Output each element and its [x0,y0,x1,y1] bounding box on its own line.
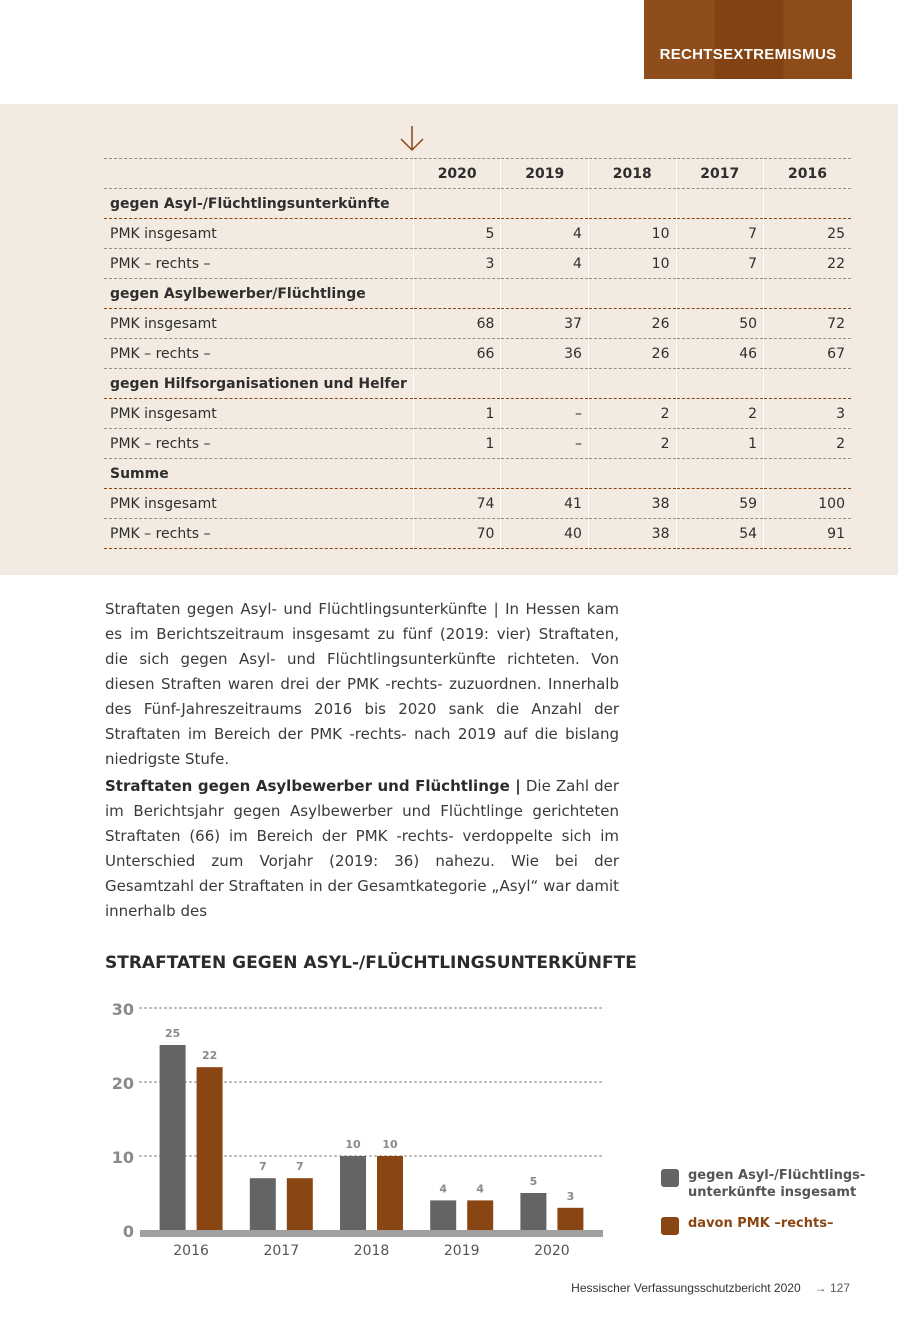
empty-cell [676,279,764,309]
y-tick-label: 30 [111,1000,134,1019]
paragraph-text: Straftaten gegen Asyl- und Flüchtlingsunterkünfte | In Hessen kam es im Berichtszeitraum insgesamt zu fünf (2019: vier) Straftaten, die sich gegen Asyl- und Flüchtlingsunterkünfte richteten. Von diesen Straften waren drei der PMK -rechts- zuzuordnen. Innerhalb des Fünf-Jahreszeitraums 2016 bis 2020 sank die Anzahl der Straftaten im Bereich der PMK -rechts- nach 2019 auf die bislang niedrigste Stufe. [105,600,619,768]
table-cell: 7 [676,219,764,249]
row-label: PMK – rechts – [104,429,413,459]
table-cell: 66 [413,339,501,369]
table-row [104,309,851,339]
table-cell: 1 [413,399,501,429]
legend-item-insgesamt [661,1167,865,1201]
x-tick-label: 2020 [534,1243,570,1259]
table-row [104,519,851,549]
chart-title: STRAFTATEN GEGEN ASYL-/FLÜCHTLINGSUNTERKÜNFTE [105,953,637,973]
bar [557,1208,583,1230]
empty-cell [588,279,676,309]
column-header: 2016 [764,159,851,189]
y-tick-label: 20 [111,1074,134,1093]
table-cell: – [501,399,589,429]
paragraph-unterkuenfte [105,597,619,772]
empty-cell [501,189,589,219]
table-cell: 67 [764,339,851,369]
table-group-row [104,369,851,399]
table-cell: 22 [764,249,851,279]
bar-value-label: 7 [295,1160,304,1174]
section-tab [644,0,852,79]
row-label: PMK – rechts – [104,339,413,369]
bar [160,1045,186,1230]
empty-cell [588,369,676,399]
x-tick-label: 2018 [353,1243,390,1259]
bar-value-label: 4 [439,1182,448,1196]
table-cell: 2 [676,399,764,429]
table-cell: 2 [764,429,851,459]
empty-cell [764,369,851,399]
table-cell: 3 [413,249,501,279]
empty-cell [676,369,764,399]
empty-cell [501,369,589,399]
table-cell: 1 [676,429,764,459]
column-header: 2020 [413,159,501,189]
table-cell: 26 [588,339,676,369]
y-tick-label: 10 [111,1148,134,1167]
table-row [104,399,851,429]
table-header-row [104,159,851,189]
table-cell: 4 [501,249,589,279]
empty-cell [676,459,764,489]
table-cell: 40 [501,519,589,549]
group-title: gegen Hilfsorganisationen und Helfer [104,369,413,399]
bar [197,1067,223,1230]
row-label: PMK insgesamt [104,489,413,519]
table-cell: 70 [413,519,501,549]
row-label: PMK insgesamt [104,399,413,429]
bar-value-label: 10 [382,1138,398,1151]
paragraph-asylbewerber [105,774,619,924]
empty-cell [413,279,501,309]
bar-value-label: 4 [476,1182,485,1196]
page-number-block: → 127 [814,1281,850,1295]
legend-swatch [661,1217,679,1235]
table-row [104,429,851,459]
bar [520,1193,546,1230]
empty-cell [413,459,501,489]
arrow-down-icon [398,124,426,154]
section-label: RECHTSEXTREMISMUS [659,46,837,63]
empty-cell [413,369,501,399]
table-cell: 54 [676,519,764,549]
paragraph-text: Die Zahl der im Berichtsjahr gegen Asylbewerber und Flüchtlinge gerichteten Straftaten (66) im Bereich der PMK -rechts- verdoppelte sich im Unterschied zum Vorjahr (2019: 36) nahezu. Wie bei der Gesamtzahl der Straftaten in der Gesamtkategorie „Asyl“ war damit innerhalb des [105,777,619,920]
table-cell: 10 [588,249,676,279]
empty-cell [501,279,589,309]
x-axis-baseline [140,1230,603,1237]
table-cell: – [501,429,589,459]
legend-swatch [661,1169,679,1187]
empty-cell [764,189,851,219]
page-footer [571,1281,850,1295]
table-cell: 26 [588,309,676,339]
group-title: Summe [104,459,413,489]
table-cell: 74 [413,489,501,519]
y-tick-label: 0 [122,1222,134,1241]
header-empty-cell [104,159,413,189]
group-title: gegen Asylbewerber/Flüchtlinge [104,279,413,309]
column-header: 2018 [588,159,676,189]
column-header: 2019 [501,159,589,189]
empty-cell [764,459,851,489]
bar [467,1200,493,1230]
table-cell: 72 [764,309,851,339]
bar-value-label: 10 [345,1138,361,1151]
row-label: PMK – rechts – [104,249,413,279]
legend-item-rechts [661,1215,833,1235]
table-cell: 91 [764,519,851,549]
page-number: 127 [829,1281,850,1295]
bar [287,1178,313,1230]
table-row [104,489,851,519]
bar [340,1156,366,1230]
x-tick-label: 2017 [263,1243,300,1259]
table-cell: 100 [764,489,851,519]
empty-cell [764,279,851,309]
row-label: PMK insgesamt [104,219,413,249]
table-cell: 50 [676,309,764,339]
publication-title: Hessischer Verfassungsschutzbericht 2020 [571,1281,801,1295]
row-label: PMK insgesamt [104,309,413,339]
table-cell: 5 [413,219,501,249]
table-row [104,219,851,249]
x-tick-label: 2016 [173,1243,209,1259]
table-group-row [104,189,851,219]
table-cell: 36 [501,339,589,369]
table-cell: 2 [588,399,676,429]
bar-value-label: 5 [529,1175,538,1188]
empty-cell [413,189,501,219]
empty-cell [501,459,589,489]
legend-label: davon PMK –rechts– [688,1216,834,1231]
bar-value-label: 22 [201,1049,218,1063]
table-cell: 41 [501,489,589,519]
empty-cell [676,189,764,219]
bar [250,1178,276,1230]
group-title: gegen Asyl-/Flüchtlingsunterkünfte [104,189,413,219]
table-row [104,339,851,369]
table-cell: 68 [413,309,501,339]
bar-value-label: 3 [566,1189,575,1203]
bar-value-label: 7 [258,1160,267,1174]
bar [430,1200,456,1230]
empty-cell [588,459,676,489]
bar-value-label: 25 [164,1027,181,1040]
legend-label: gegen Asyl-/Flüchtlings- unterkünfte insgesamt [688,1168,866,1200]
table-group-row [104,459,851,489]
table-cell: 46 [676,339,764,369]
table-body [104,189,851,549]
bar-chart [100,990,620,1270]
table-cell: 2 [588,429,676,459]
table-cell: 7 [676,249,764,279]
paragraph-lead: Straftaten gegen Asylbewerber und Flüchtlinge | [105,777,521,795]
table-cell: 4 [501,219,589,249]
table-cell: 59 [676,489,764,519]
row-label: PMK – rechts – [104,519,413,549]
table-cell: 25 [764,219,851,249]
x-tick-label: 2019 [443,1243,480,1259]
table-cell: 37 [501,309,589,339]
table-cell: 10 [588,219,676,249]
column-header: 2017 [676,159,764,189]
table-group-row [104,279,851,309]
table-row [104,249,851,279]
table-cell: 3 [764,399,851,429]
statistics-table [104,158,851,549]
empty-cell [588,189,676,219]
bar [377,1156,403,1230]
table-cell: 38 [588,489,676,519]
table-cell: 1 [413,429,501,459]
table-cell: 38 [588,519,676,549]
